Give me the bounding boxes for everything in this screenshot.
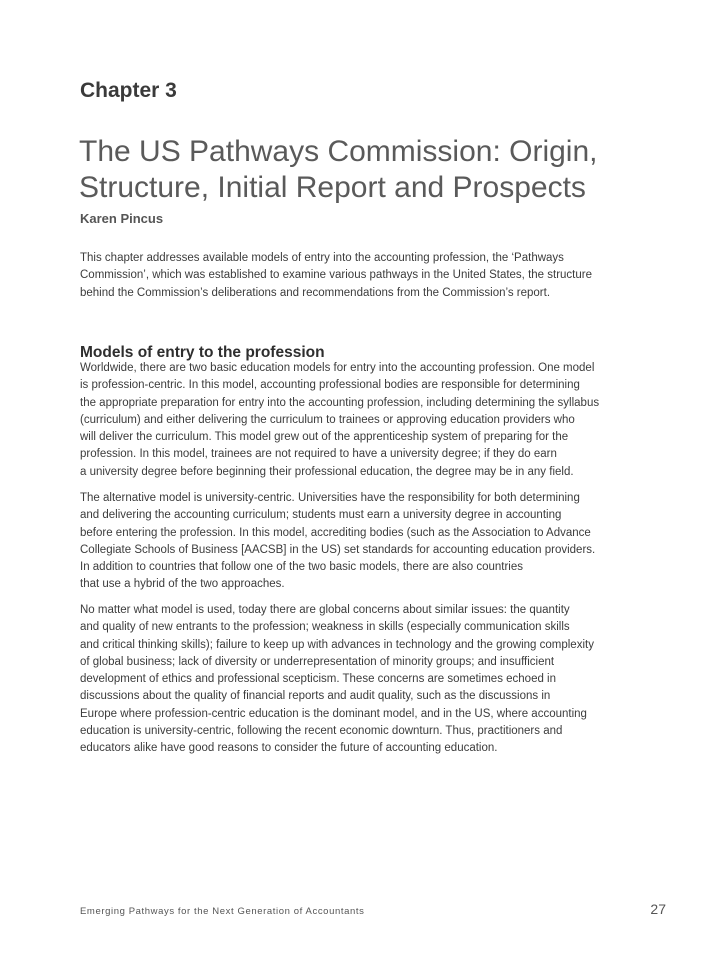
- text-line: profession. In this model, trainees are not required to have a university degree; if they do earn: [80, 448, 557, 461]
- text-line: will deliver the curriculum. This model grew out of the apprenticeship system of preparing for the: [80, 431, 569, 444]
- section-heading: Models of entry to the profession: [80, 344, 325, 361]
- text-line: Worldwide, there are two basic education models for entry into the accounting profession. One model: [80, 362, 595, 374]
- text-line: The alternative model is university-centric. Universities have the responsibility for both determining: [80, 492, 580, 504]
- text-line: is profession-centric. In this model, accounting professional bodies are responsible for determining: [80, 379, 580, 392]
- text-line: the appropriate preparation for entry into the accounting profession, including determining the syllabus: [80, 396, 600, 409]
- text-line: Collegiate Schools of Business [AACSB] in the US) set standards for accounting education providers.: [80, 543, 596, 556]
- text-line: This chapter addresses available models of entry into the accounting profession, the ‘Pathways: [80, 252, 564, 264]
- chapter-label: Chapter 3: [80, 79, 177, 102]
- body-paragraph: [80, 490, 680, 594]
- text-line: discussions about the quality of financial reports and audit quality, such as the discussions in: [80, 690, 551, 703]
- author-name: Karen Pincus: [80, 211, 164, 226]
- text-line: educators alike have good reasons to consider the future of accounting education.: [80, 742, 498, 755]
- text-line: In addition to countries that follow one of the two basic models, there are also countries: [80, 561, 524, 574]
- text-line: Commission’, which was established to examine various pathways in the United States, the structure: [80, 269, 592, 282]
- text-line: (curriculum) and either delivering the curriculum to trainees or approving education providers who: [80, 413, 575, 426]
- chapter-title: [79, 134, 699, 206]
- body-paragraph: [80, 360, 680, 481]
- text-line: and quality of new entrants to the profession; weakness in skills (especially communication skills: [80, 621, 570, 634]
- text-line: and critical thinking skills); failure to keep up with advances in technology and the growing complexity: [80, 638, 594, 651]
- page-number: 27: [650, 901, 666, 917]
- text-line: of global business; lack of diversity or underrepresentation of minority groups; and insufficient: [80, 655, 555, 668]
- text-line: and delivering the accounting curriculum; students must earn a university degree in accounting: [80, 509, 562, 522]
- text-line: before entering the profession. In this model, accrediting bodies (such as the Association to Advance: [80, 526, 591, 539]
- text-line: Europe where profession-centric education is the dominant model, and in the US, where accounting: [80, 707, 587, 720]
- text-line: a university degree before beginning their professional education, the degree may be in any field.: [80, 465, 574, 478]
- text-line: No matter what model is used, today there are global concerns about similar issues: the quantity: [80, 604, 570, 616]
- body-paragraph: [80, 602, 680, 758]
- text-line: that use a hybrid of the two approaches.: [80, 578, 285, 591]
- text-line: development of ethics and professional scepticism. These concerns are sometimes echoed in: [80, 673, 557, 686]
- intro-paragraph: [80, 250, 680, 302]
- text-line: behind the Commission’s deliberations and recommendations from the Commission’s report.: [80, 286, 551, 299]
- footer-book-title: Emerging Pathways for the Next Generation of Accountants: [80, 906, 365, 917]
- text-line: education is university-centric, following the recent economic downturn. Thus, practitioners and: [80, 725, 563, 738]
- chapter-title-line: The US Pathways Commission: Origin,: [79, 135, 598, 168]
- chapter-title-line: Structure, Initial Report and Prospects: [79, 171, 586, 204]
